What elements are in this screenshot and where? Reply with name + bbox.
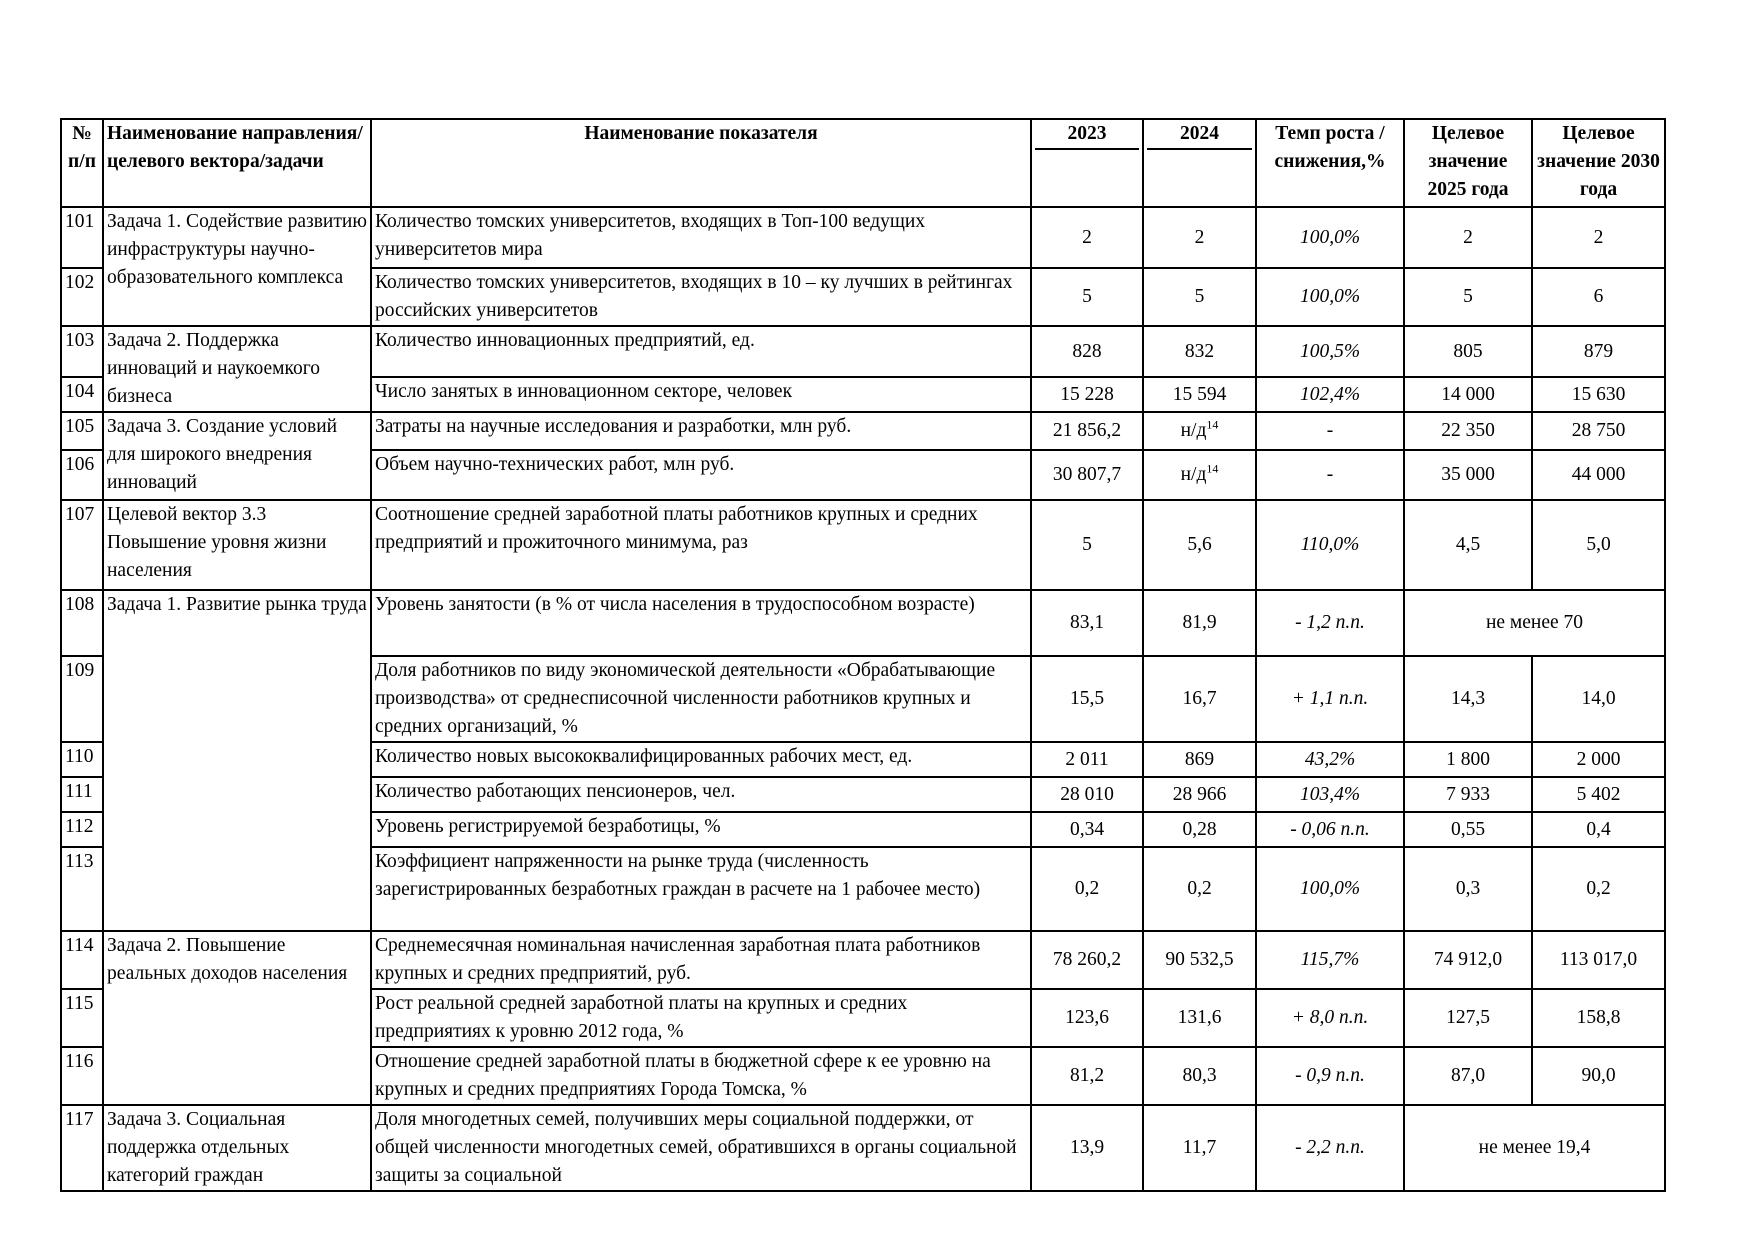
indicator-name: Объем научно-технических работ, млн руб. [371,450,1031,500]
value-2024: 2 [1143,207,1256,268]
row-number: 112 [61,812,103,847]
table-row [61,326,1665,377]
value-2024: 131,6 [1143,989,1256,1047]
target-combined: не менее 19,4 [1404,1105,1665,1191]
target-2025: 4,5 [1404,500,1532,590]
table-row [61,931,1665,989]
growth-rate: - [1256,450,1404,500]
group-name: Задача 1. Развитие рынка труда [103,590,371,931]
row-number: 117 [61,1105,103,1191]
indicator-name: Число занятых в инновационном секторе, человек [371,377,1031,412]
indicator-name: Уровень регистрируемой безработицы, % [371,812,1031,847]
value-2024-text: н/д [1180,420,1207,441]
indicator-name: Доля работников по виду экономической деятельности «Обрабатывающие производства» от среднесписочной численности работников крупных и средних организаций, % [371,656,1031,742]
col-num-header: № п/п [61,119,103,207]
value-2024: 90 532,5 [1143,931,1256,989]
row-number: 114 [61,931,103,989]
value-2024: 869 [1143,742,1256,777]
target-2030: 2 [1532,207,1665,268]
indicators-table [60,118,1666,1192]
growth-rate: 103,4% [1256,777,1404,812]
growth-rate: - 2,2 п.п. [1256,1105,1404,1191]
growth-rate: 100,5% [1256,326,1404,377]
target-2025: 35 000 [1404,450,1532,500]
value-2024-text: н/д [1180,464,1207,485]
row-number: 107 [61,500,103,590]
row-number: 102 [61,268,103,326]
target-2030: 2 000 [1532,742,1665,777]
target-combined: не менее 70 [1404,590,1665,656]
col-growth-header: Темп роста / снижения,% [1256,119,1404,207]
target-2030: 14,0 [1532,656,1665,742]
row-number: 104 [61,377,103,412]
indicator-name: Количество новых высококвалифицированных рабочих мест, ед. [371,742,1031,777]
indicator-name: Количество томских университетов, входящих в Топ-100 ведущих университетов мира [371,207,1031,268]
growth-rate: - 0,06 п.п. [1256,812,1404,847]
col-2024-header [1143,119,1256,207]
indicator-name: Коэффициент напряженности на рынке труда (численность зарегистрированных безработных граждан в расчете на 1 рабочее место) [371,847,1031,931]
value-2023: 28 010 [1031,777,1143,812]
target-2025: 2 [1404,207,1532,268]
value-2023: 78 260,2 [1031,931,1143,989]
indicator-name: Соотношение средней заработной платы работников крупных и средних предприятий и прожиточного минимума, раз [371,500,1031,590]
value-2024: 5,6 [1143,500,1256,590]
value-2023: 83,1 [1031,590,1143,656]
value-2023: 2 [1031,207,1143,268]
group-name: Задача 3. Создание условий для широкого внедрения инноваций [103,412,371,500]
row-number: 108 [61,590,103,656]
growth-rate: - 1,2 п.п. [1256,590,1404,656]
table-row [61,1105,1665,1191]
value-2024: 16,7 [1143,656,1256,742]
group-name: Задача 2. Поддержка инноваций и наукоемкого бизнеса [103,326,371,412]
target-2025: 1 800 [1404,742,1532,777]
footnote-ref: 14 [1206,461,1219,476]
header-row [61,119,1665,207]
value-2023: 5 [1031,500,1143,590]
value-2023: 123,6 [1031,989,1143,1047]
value-2024: 0,28 [1143,812,1256,847]
row-number: 115 [61,989,103,1047]
value-2023: 81,2 [1031,1047,1143,1105]
row-number: 113 [61,847,103,931]
indicator-name: Уровень занятости (в % от числа населения в трудоспособном возрасте) [371,590,1031,656]
group-name: Задача 3. Социальная поддержка отдельных категорий граждан [103,1105,371,1191]
group-name: Целевой вектор 3.3 Повышение уровня жизни населения [103,500,371,590]
row-number: 101 [61,207,103,268]
value-2023: 5 [1031,268,1143,326]
indicator-name: Рост реальной средней заработной платы на крупных и средних предприятиях к уровню 2012 года, % [371,989,1031,1047]
row-number: 103 [61,326,103,377]
target-2030: 44 000 [1532,450,1665,500]
target-2025: 5 [1404,268,1532,326]
target-2025: 14,3 [1404,656,1532,742]
year-2023-label: 2023 [1035,120,1139,150]
value-2023: 2 011 [1031,742,1143,777]
growth-rate: 100,0% [1256,268,1404,326]
target-2030: 113 017,0 [1532,931,1665,989]
value-2023: 828 [1031,326,1143,377]
value-2023: 13,9 [1031,1105,1143,1191]
group-name: Задача 2. Повышение реальных доходов населения [103,931,371,1105]
growth-rate: + 8,0 п.п. [1256,989,1404,1047]
value-2023: 21 856,2 [1031,412,1143,450]
row-number: 106 [61,450,103,500]
target-2025: 0,55 [1404,812,1532,847]
value-2024: 80,3 [1143,1047,1256,1105]
col-2023-header [1031,119,1143,207]
indicator-name: Доля многодетных семей, получивших меры социальной поддержки, от общей численности многодетных семей, обратившихся в органы социальной защиты за социальной [371,1105,1031,1191]
table-row [61,590,1665,656]
target-2030: 158,8 [1532,989,1665,1047]
growth-rate: - [1256,412,1404,450]
growth-rate: 115,7% [1256,931,1404,989]
target-2025: 14 000 [1404,377,1532,412]
target-2030: 0,2 [1532,847,1665,931]
col-target-2030-header: Целевое значение 2030 года [1532,119,1665,207]
target-2025: 0,3 [1404,847,1532,931]
target-2025: 7 933 [1404,777,1532,812]
growth-rate: - 0,9 п.п. [1256,1047,1404,1105]
target-2030: 0,4 [1532,812,1665,847]
value-2024 [1143,412,1256,450]
value-2024 [1143,450,1256,500]
target-2030: 5,0 [1532,500,1665,590]
indicator-name: Среднемесячная номинальная начисленная заработная плата работников крупных и средних предприятий, руб. [371,931,1031,989]
growth-rate: + 1,1 п.п. [1256,656,1404,742]
growth-rate: 100,0% [1256,847,1404,931]
row-number: 116 [61,1047,103,1105]
footnote-ref: 14 [1206,417,1219,432]
row-number: 111 [61,777,103,812]
target-2025: 74 912,0 [1404,931,1532,989]
target-2025: 22 350 [1404,412,1532,450]
indicator-name: Количество работающих пенсионеров, чел. [371,777,1031,812]
value-2023: 15 228 [1031,377,1143,412]
target-2030: 6 [1532,268,1665,326]
value-2024: 28 966 [1143,777,1256,812]
group-name: Задача 1. Содействие развитию инфраструктуры научно-образовательного комплекса [103,207,371,326]
target-2025: 127,5 [1404,989,1532,1047]
indicator-name: Количество томских университетов, входящих в 10 – ку лучших в рейтингах российских университетов [371,268,1031,326]
growth-rate: 102,4% [1256,377,1404,412]
value-2023: 0,2 [1031,847,1143,931]
value-2023: 0,34 [1031,812,1143,847]
value-2024: 0,2 [1143,847,1256,931]
value-2024: 15 594 [1143,377,1256,412]
target-2030: 15 630 [1532,377,1665,412]
value-2024: 832 [1143,326,1256,377]
value-2023: 30 807,7 [1031,450,1143,500]
year-2024-label: 2024 [1147,120,1252,150]
target-2025: 87,0 [1404,1047,1532,1105]
growth-rate: 43,2% [1256,742,1404,777]
value-2024: 81,9 [1143,590,1256,656]
table-row [61,207,1665,268]
value-2023: 15,5 [1031,656,1143,742]
col-direction-header: Наименование направления/целевого вектора/задачи [103,119,371,207]
row-number: 109 [61,656,103,742]
target-2030: 28 750 [1532,412,1665,450]
row-number: 110 [61,742,103,777]
growth-rate: 110,0% [1256,500,1404,590]
value-2024: 5 [1143,268,1256,326]
target-2030: 879 [1532,326,1665,377]
col-indicator-header: Наименование показателя [371,119,1031,207]
indicator-name: Затраты на научные исследования и разработки, млн руб. [371,412,1031,450]
table-row [61,412,1665,450]
row-number: 105 [61,412,103,450]
target-2030: 5 402 [1532,777,1665,812]
table-row [61,500,1665,590]
value-2024: 11,7 [1143,1105,1256,1191]
target-2030: 90,0 [1532,1047,1665,1105]
indicator-name: Отношение средней заработной платы в бюджетной сфере к ее уровню на крупных и средних предприятиях Города Томска, % [371,1047,1031,1105]
target-2025: 805 [1404,326,1532,377]
growth-rate: 100,0% [1256,207,1404,268]
col-target-2025-header: Целевое значение 2025 года [1404,119,1532,207]
indicator-name: Количество инновационных предприятий, ед. [371,326,1031,377]
